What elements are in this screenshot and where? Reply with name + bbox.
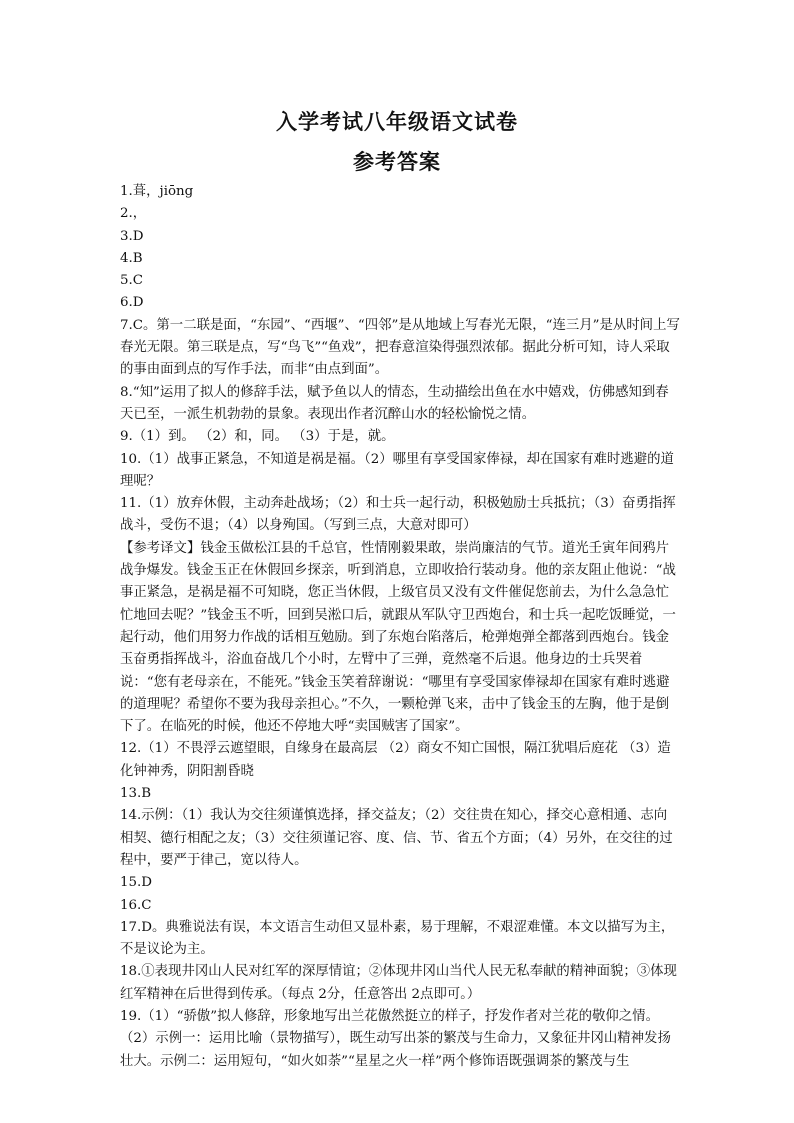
answer-item: 8.“知”运用了拟人的修辞手法，赋予鱼以人的情态，生动描绘出鱼在水中嬉戏，仿佛感知到春天已至，一派生机勃勃的景象。表现出作者沉醉山水的轻松愉悦之情。 <box>120 384 669 422</box>
answer-item: 16.C <box>120 897 152 913</box>
answer-list <box>120 181 680 1073</box>
answer-item: 4.B <box>120 250 143 266</box>
answer-item: 5.C <box>120 273 144 289</box>
answer-item: 11.（1）放弃休假，主动奔赴战场；（2）和士兵一起行动，积极勉励士兵抵抗；（3）奋勇指挥战斗，受伤不退；（4）以身殉国。（写到三点，大意对即可） <box>120 496 676 534</box>
answer-item: 6.D <box>120 295 144 311</box>
translation-paragraph: 【参考译文】钱金玉做松江县的千总官，性情刚毅果敢，崇尚廉洁的气节。道光壬寅年间鸦片战争爆发。钱金玉正在休假回乡探亲，听到消息，立即收拾行装动身。他的亲友阻止他说：“战事正紧急，是祸是福不可知晓，您正当休假，上级官员又没有文件催促您前去，为什么急急忙忙地回去呢？”钱金玉不听，回到吴淞口后，就跟从军队守卫西炮台，和士兵一起吃饭睡觉，一起行动，他们用努力作战的话相互勉励。到了东炮台陷落后，枪弹炮弹全都落到西炮台。钱金玉奋勇指挥战斗，浴血奋战几个小时，左臂中了三弹，竟然毫不后退。他身边的士兵哭着说：“您有老母亲在，不能死。”钱金玉笑着辞谢说：“哪里有享受国家俸禄却在国家有难时逃避的道理呢？希望你不要为我母亲担心。”不久，一颗枪弹飞来，击中了钱金玉的左胸，他于是倒下了。在临死的时候，他还不停地大呼“卖国贼害了国家”。 <box>120 540 676 735</box>
answer-item: 1.葺，jiōng <box>120 184 194 199</box>
document-subtitle: 参考答案 <box>353 149 441 174</box>
answer-item: 19.（1）“骄傲”拟人修辞，形象地写出兰花傲然挺立的样子，抒发作者对兰花的敬仰之情。（2）示例一：运用比喻（景物描写），既生动写出茶的繁茂与生命力，又象征井冈山精神发扬壮大。示例二：运用短句，“如火如荼”“星星之火一样”两个修饰语既强调茶的繁茂与生 <box>120 1008 671 1069</box>
answer-item: 17.D。典雅说法有误，本文语言生动但又显朴素，易于理解，不艰涩难懂。本文以描写为主，不是议论为主。 <box>120 919 675 958</box>
answer-item: 2.， <box>120 206 147 222</box>
answer-item: 13.B <box>120 786 152 802</box>
document-title: 入学考试八年级语文试卷 <box>276 109 518 134</box>
answer-item: 14.示例：（1）我认为交往须谨慎选择，择交益友；（2）交往贵在知心，择交心意相通、志向相契、德行相配之友；（3）交往须谨记容、度、信、节、省五个方面；（4）另外，在交往的过程中，要严于律己，宽以待人。 <box>120 808 673 868</box>
answer-item: 7.C。第一二联是面，“东园”、“西堰”、“四邻”是从地域上写春光无限，“连三月”是从时间上写春光无限。第三联是点，写“鸟飞”“鱼戏”，把春意渲染得强烈浓郁。据此分析可知，诗人采取的事由面到点的写作手法，而非“由点到面”。 <box>120 317 680 378</box>
answer-item: 18.①表现井冈山人民对红军的深厚情谊；②体现井冈山当代人民无私奉献的精神面貌；③体现红军精神在后世得到传承。（每点 2分，任意答出 2点即可。） <box>120 964 677 1002</box>
answer-item: 3.D <box>120 228 144 244</box>
answer-item: 9.（1）到。 （2）和，同。 （3）于是，就。 <box>120 429 395 445</box>
answer-item: 10.（1）战事正紧急，不知道是祸是福。（2）哪里有享受国家俸禄，却在国家有难时逃避的道理呢？ <box>120 451 674 489</box>
answer-item: 15.D <box>120 875 153 891</box>
answer-item: 12.（1）不畏浮云遮望眼，自缘身在最高层 （2）商女不知亡国恨，隔江犹唱后庭花 （3）造化钟神秀，阴阳割昏晓 <box>120 741 671 779</box>
